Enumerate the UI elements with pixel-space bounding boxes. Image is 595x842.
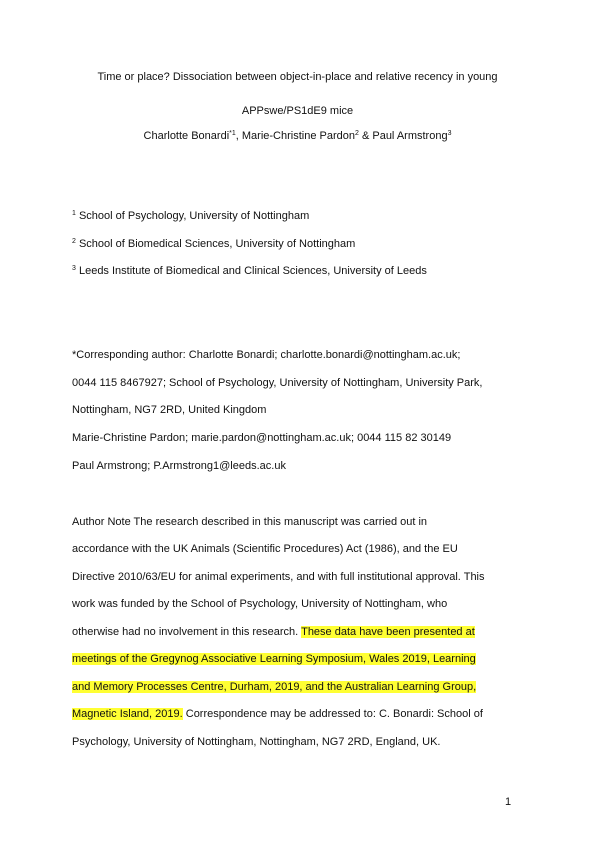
affiliation-mark: 1 xyxy=(72,210,76,217)
contact-line: 0044 115 8467927; School of Psychology, University of Nottingham, University Park, xyxy=(72,377,483,389)
author-superscript: *1 xyxy=(229,130,236,137)
affiliation-mark: 2 xyxy=(72,238,76,245)
author-note-text: otherwise had no involvement in this research. xyxy=(72,626,302,638)
affiliation-line xyxy=(72,237,355,251)
page-number: 1 xyxy=(505,796,512,808)
author-separator: , xyxy=(235,130,242,142)
highlighted-text: These data have been presented at xyxy=(301,626,475,638)
author-separator: & xyxy=(358,130,373,142)
affiliation-line xyxy=(72,209,309,223)
title-line-1: Time or place? Dissociation between object-in-place and relative recency in young xyxy=(97,71,498,83)
author-name: Paul Armstrong xyxy=(372,130,448,142)
author-note-line: work was funded by the School of Psychology, University of Nottingham, who xyxy=(72,598,448,610)
title-line-2: APPswe/PS1dE9 mice xyxy=(241,105,354,117)
highlighted-text: Magnetic Island, 2019. xyxy=(72,708,183,720)
author-superscript: 2 xyxy=(355,130,359,137)
author-note-line xyxy=(72,652,476,666)
contact-line: Paul Armstrong; P.Armstrong1@leeds.ac.uk xyxy=(72,460,286,472)
author-note-line xyxy=(72,625,475,639)
contact-line: Nottingham, NG7 2RD, United Kingdom xyxy=(72,404,267,416)
contact-line: *Corresponding author: Charlotte Bonardi; charlotte.bonardi@nottingham.ac.uk; xyxy=(72,349,461,361)
contact-line: Marie-Christine Pardon; marie.pardon@nottingham.ac.uk; 0044 115 82 30149 xyxy=(72,432,452,444)
author-note-line: accordance with the UK Animals (Scientific Procedures) Act (1986), and the EU xyxy=(72,543,458,555)
author-list xyxy=(0,129,595,143)
author-note-line: Author Note The research described in this manuscript was carried out in xyxy=(72,516,428,528)
affiliation-text: Leeds Institute of Biomedical and Clinical Sciences, University of Leeds xyxy=(75,265,427,277)
author-note-line xyxy=(72,680,476,694)
affiliation-line xyxy=(72,264,427,278)
author-note-line: Psychology, University of Nottingham, Nottingham, NG7 2RD, England, UK. xyxy=(72,736,441,748)
author-superscript: 3 xyxy=(447,130,452,137)
author-note-line xyxy=(72,707,483,721)
highlighted-text: and Memory Processes Centre, Durham, 2019, and the Australian Learning Group, xyxy=(72,681,477,693)
affiliation-text: School of Psychology, University of Nottingham xyxy=(75,210,310,222)
affiliation-text: School of Biomedical Sciences, University of Nottingham xyxy=(75,238,356,250)
author-name: Marie-Christine Pardon xyxy=(241,130,355,142)
affiliation-mark: 3 xyxy=(72,265,76,272)
author-name: Charlotte Bonardi xyxy=(143,130,230,142)
highlighted-text: meetings of the Gregynog Associative Learning Symposium, Wales 2019, Learning xyxy=(72,653,476,665)
author-note-line: Directive 2010/63/EU for animal experiments, and with full institutional approval. This xyxy=(72,571,485,583)
author-note-text: Correspondence may be addressed to: C. Bonardi: School of xyxy=(182,708,483,720)
